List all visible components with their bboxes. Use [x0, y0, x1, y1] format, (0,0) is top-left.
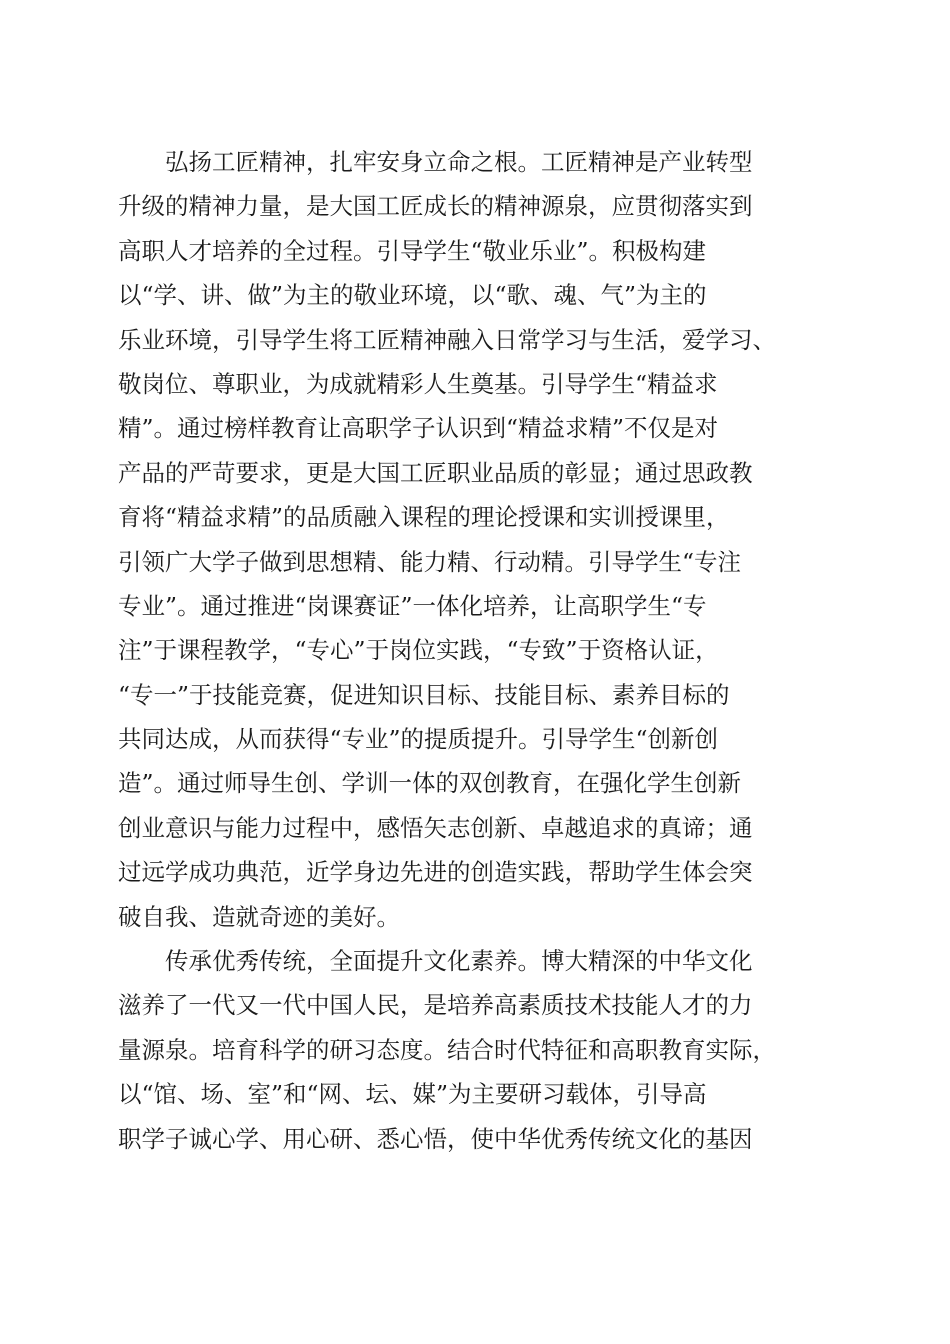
paragraph-1-line: 注”于课程教学，“专心”于岗位实践，“专致”于资格认证， [118, 636, 719, 665]
paragraph-1-line: 育将“精益求精”的品质融入课程的理论授课和实训授课里， [118, 503, 730, 532]
paragraph-1-line: 引领广大学子做到思想精、能力精、行动精。引导学生“专注 [118, 547, 742, 576]
paragraph-1-line: 敬岗位、尊职业，为成就精彩人生奠基。引导学生“精益求 [118, 369, 718, 398]
paragraph-2-line: 以“馆、场、室”和“网、坛、媒”为主要研习载体，引导高 [118, 1080, 707, 1109]
paragraph-2-line: 量源泉。培育科学的研习态度。结合时代特征和高职教育实际， [118, 1035, 776, 1064]
paragraph-1-line: 造”。通过师导生创、学训一体的双创教育，在强化学生创新 [118, 769, 742, 798]
paragraph-1-line: 高职人才培养的全过程。引导学生“敬业乐业”。积极构建 [118, 236, 707, 265]
paragraph-1-line: 以“学、讲、做”为主的敬业环境，以“歌、魂、气”为主的 [118, 281, 707, 310]
paragraph-1-line: 乐业环境，引导学生将工匠精神融入日常学习与生活，爱学习、 [118, 325, 776, 354]
paragraph-1-line: 弘扬工匠精神，扎牢安身立命之根。工匠精神是产业转型 [165, 148, 753, 176]
paragraph-1-line: 精”。通过榜样教育让高职学子认识到“精益求精”不仅是对 [118, 414, 719, 443]
body-text [118, 140, 838, 1161]
paragraph-2-line: 滋养了一代又一代中国人民，是培养高素质技术技能人才的力 [118, 991, 753, 1020]
paragraph-1-line: 共同达成，从而获得“专业”的提质提升。引导学生“创新创 [118, 725, 719, 754]
paragraph-1-line: 创业意识与能力过程中，感悟矢志创新、卓越追求的真谛；通 [118, 813, 753, 842]
paragraph-1-line: 过远学成功典范，近学身边先进的创造实践，帮助学生体会突 [118, 858, 753, 887]
paragraph-1-line: 产品的严苛要求，更是大国工匠职业品质的彰显；通过思政教 [118, 458, 753, 487]
paragraph-2-line: 职学子诚心学、用心研、悉心悟，使中华优秀传统文化的基因 [118, 1124, 753, 1153]
paragraph-1-line: “专一”于技能竞赛，促进知识目标、技能目标、素养目标的 [118, 680, 730, 709]
paragraph-2-line: 传承优秀传统，全面提升文化素养。博大精深的中华文化 [165, 947, 753, 976]
paragraph-1-line: 专业”。通过推进“岗课赛证”一体化培养，让高职学生“专 [118, 591, 707, 620]
paragraph-1-line: 升级的精神力量，是大国工匠成长的精神源泉，应贯彻落实到 [118, 192, 753, 221]
paragraph-1-line: 破自我、造就奇迹的美好。 [118, 902, 400, 931]
